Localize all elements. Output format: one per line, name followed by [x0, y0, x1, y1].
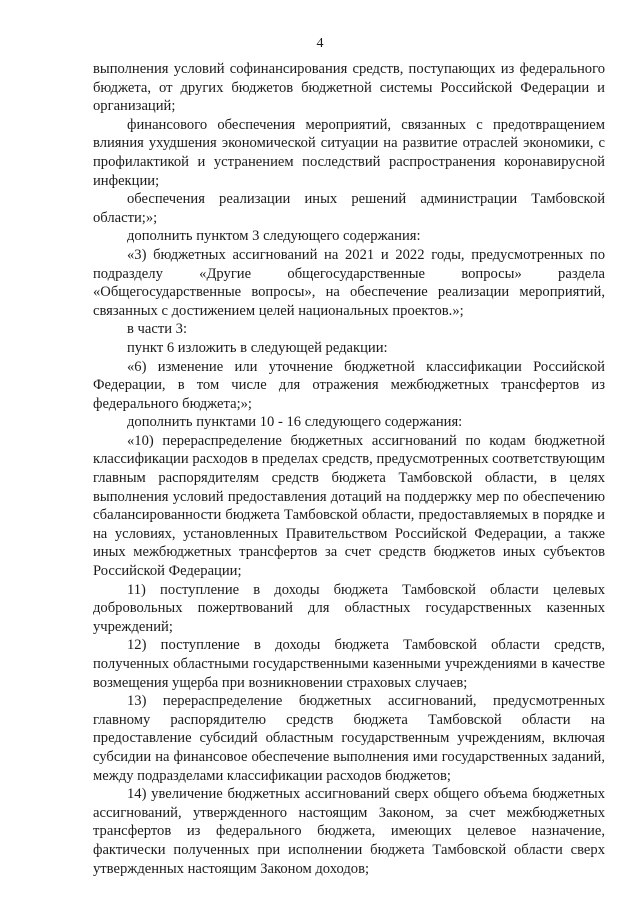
paragraph: 14) увеличение бюджетных ассигнований сверх общего объема бюджетных ассигнований, утвержденного настоящим Законом, за счет межбюджетных трансфертов из федерального бюджета, имеющих целевое назначение, фактически полученных при исполнении бюджета Тамбовской области сверх утвержденных настоящим Законом доходов;: [93, 786, 605, 877]
paragraph: обеспечения реализации иных решений администрации Тамбовской области;»;: [93, 191, 605, 226]
paragraph: дополнить пунктами 10 - 16 следующего содержания:: [127, 414, 463, 431]
paragraph: «3) бюджетных ассигнований на 2021 и 2022 годы, предусмотренных по подразделу «Другие общегосударственные вопросы» раздела «Общегосударственные вопросы», на обеспечение реализации мероприятий, связанных с достижением целей национальных проектов.»;: [93, 246, 605, 319]
paragraph: 11) поступление в доходы бюджета Тамбовской области целевых добровольных пожертвований для областных государственных казенных учреждений;: [93, 581, 605, 635]
paragraph: 12) поступление в доходы бюджета Тамбовской области средств, полученных областными государственными казенными учреждениями в качестве возмещения ущерба при возникновении страховых случаев;: [93, 637, 605, 691]
paragraph: «6) изменение или уточнение бюджетной классификации Российской Федерации, в том числе для отражения межбюджетных трансфертов из федерального бюджета;»;: [93, 358, 605, 412]
paragraph: 13) перераспределение бюджетных ассигнований, предусмотренных главному распорядителю средств бюджета Тамбовской области на предоставление субсидий областным государственным учреждениям, включая субсидии на финансовое обеспечение выполнения ими государственных заданий, между подразделами классификации расходов бюджетов;: [93, 693, 605, 784]
paragraph: финансового обеспечения мероприятий, связанных с предотвращением влияния ухудшения экономической ситуации на развитие отраслей экономики, с профилактикой и устранением последствий распространения коронавирусной инфекции;: [93, 116, 605, 189]
paragraph: пункт 6 изложить в следующей редакции:: [127, 339, 388, 356]
paragraph: дополнить пунктом 3 следующего содержания:: [127, 228, 421, 245]
page-number: 4: [316, 36, 324, 51]
paragraph: в части 3:: [127, 321, 188, 338]
document-body: [93, 60, 605, 878]
paragraph: выполнения условий софинансирования средств, поступающих из федерального бюджета, от других бюджетов бюджетной системы Российской Федерации и организаций;: [93, 61, 605, 115]
paragraph: «10) перераспределение бюджетных ассигнований по кодам бюджетной классификации расходов в пределах средств, предусмотренных соответствующим главным распорядителям средств бюджета Тамбовской области, в целях выполнения условий предоставления дотаций на поддержку мер по обеспечению сбалансированности бюджета Тамбовской области, предоставляемых в порядке и на условиях, установленных Правительством Российской Федерации, а также иных межбюджетных трансфертов за счет средств бюджетов иных субъектов Российской Федерации;: [93, 432, 605, 580]
